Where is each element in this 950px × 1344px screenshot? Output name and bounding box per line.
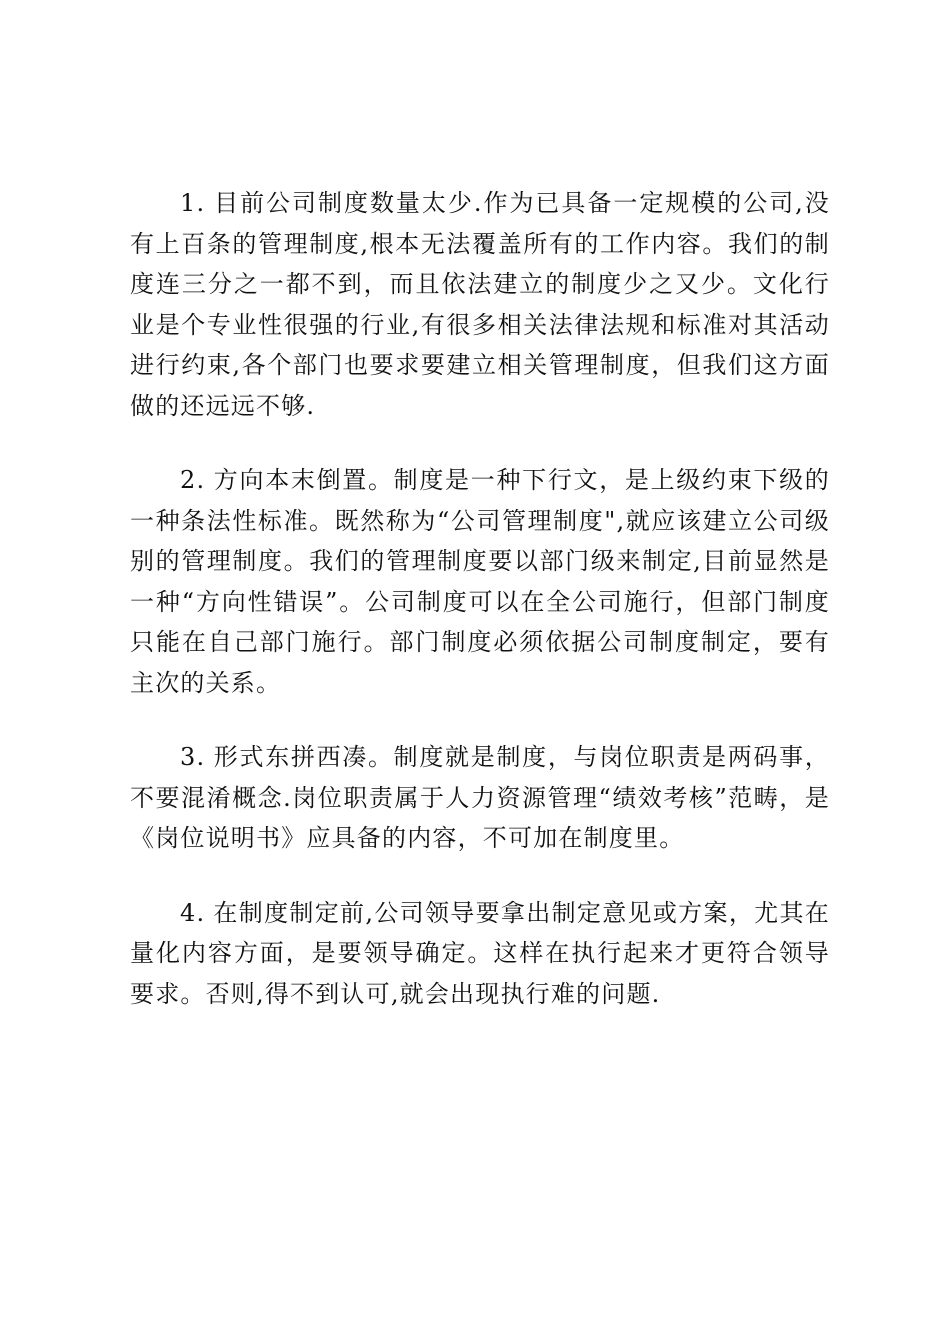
paragraph-3 (130, 737, 830, 859)
paragraph-text: 形式东拼西凑。制度就是制度，与岗位职责是两码事，不要混淆概念.岗位职责属于人力资源管理“绩效考核”范畴，是《岗位说明书》应具备的内容，不可加在制度里。 (130, 743, 830, 852)
paragraph-4 (130, 893, 830, 1015)
paragraph-text: 目前公司制度数量太少.作为已具备一定规模的公司,没有上百条的管理制度,根本无法覆盖所有的工作内容。我们的制度连三分之一都不到，而且依法建立的制度少之又少。文化行业是个专业性很强的行业,有很多相关法律法规和标准对其活动进行约束,各个部门也要求要建立相关管理制度，但我们这方面做的还远远不够. (130, 189, 830, 420)
paragraph-number: 4. (180, 898, 206, 927)
paragraph-text: 在制度制定前,公司领导要拿出制定意见或方案，尤其在量化内容方面，是要领导确定。这样在执行起来才更符合领导要求。否则,得不到认可,就会出现执行难的问题. (130, 898, 830, 1008)
paragraph-text: 方向本末倒置。制度是一种下行文，是上级约束下级的一种条法性标准。既然称为“公司管理制度",就应该建立公司级别的管理制度。我们的管理制度要以部门级来制定,目前显然是一种“方向性错误”。公司制度可以在全公司施行，但部门制度只能在自己部门施行。部门制度必须依据公司制度制定，要有主次的关系。 (130, 466, 830, 697)
paragraph-number: 2. (180, 466, 206, 494)
paragraph-number: 3. (180, 743, 206, 771)
paragraph-number: 1. (180, 189, 206, 217)
paragraph-2 (130, 460, 830, 703)
document-page (130, 183, 830, 1048)
paragraph-1 (130, 183, 830, 426)
